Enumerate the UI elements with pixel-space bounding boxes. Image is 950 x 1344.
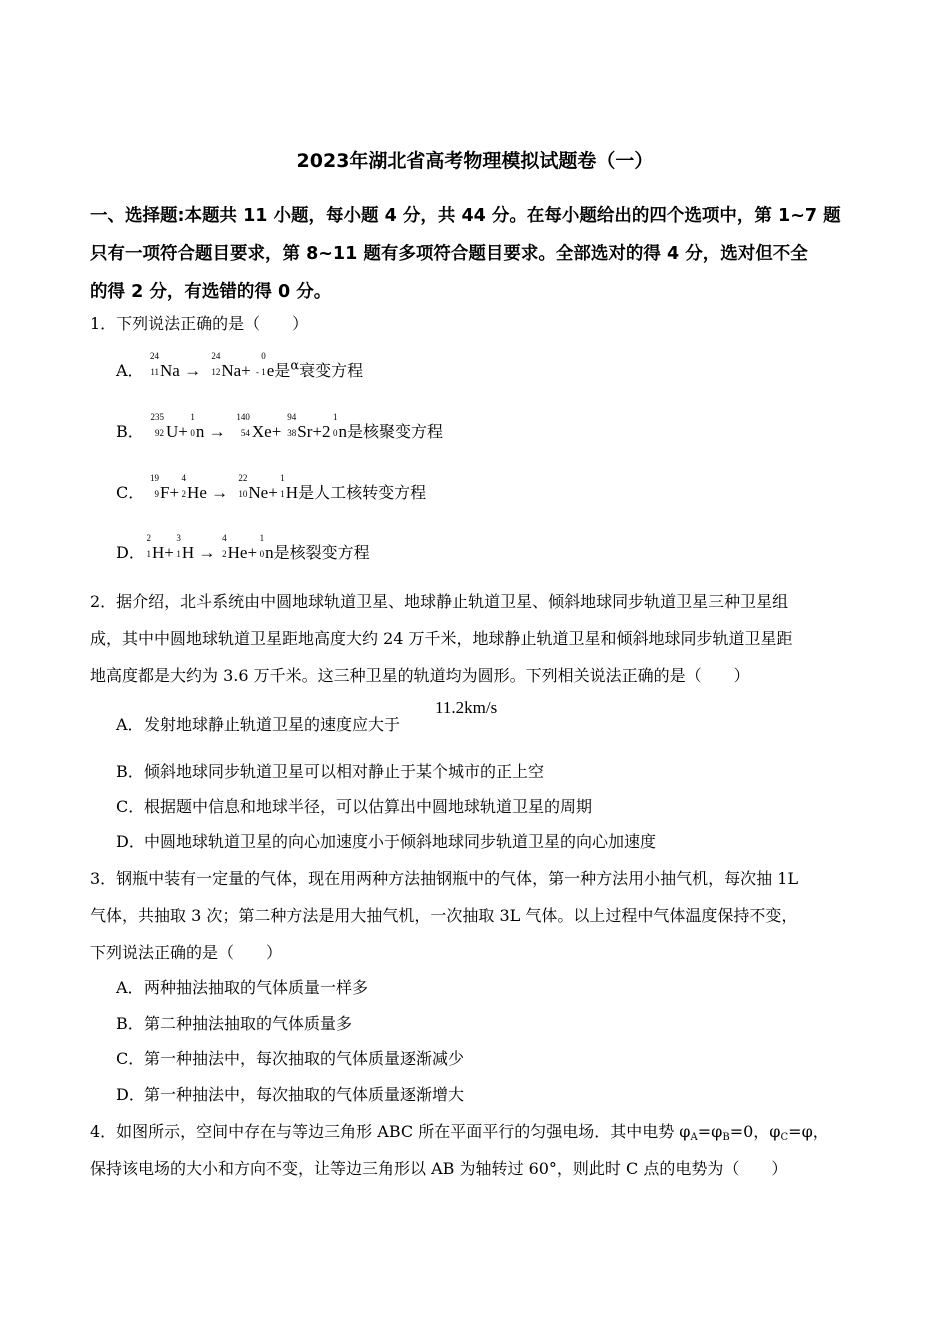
q3-stem-line-1: 3．钢瓶中装有一定量的气体，现在用两种方法抽钢瓶中的气体，第一种方法用小抽气机，每次抽 1L	[90, 869, 799, 888]
page-title: 2023年湖北省高考物理模拟试题卷（一）	[296, 150, 654, 172]
q1-option-c: C． 19 9 F+ 4 2 He → 22 10 Ne+ 1 1 H是人工核转变方程	[116, 473, 427, 502]
nuclide: 22 10 Ne+	[238, 473, 278, 502]
nuclide: 4 2 He	[181, 473, 207, 502]
q3-stem-line-3: 下列说法正确的是（ ）	[90, 943, 283, 962]
option-label: C．	[116, 797, 145, 816]
q3-stem-line-2: 气体，共抽取 3 次；第二种方法是用大抽气机，一次抽取 3L 气体。以上过程中气体温度保持不变，	[90, 906, 798, 925]
q4-stem-line-2: 保持该电场的大小和方向不变，让等边三角形以 AB 为轴转过 60°，则此时 C 点的电势为（ ）	[90, 1159, 788, 1178]
nuclear-equation: 2 1 H+ 3 1 H → 4 2 He+ 1 0 n	[144, 543, 274, 562]
nuclear-equation: 19 9 F+ 4 2 He → 22 10 Ne+ 1 1 H	[144, 483, 298, 502]
q1-stem: 1．下列说法正确的是（ ）	[90, 314, 309, 333]
q4-stem-line-1: 4．如图所示，空间中存在与等边三角形 ABC 所在平面平行的匀强电场．其中电势 $\varphi_A=\varphi_B=0$，$\varphi_C=\varphi$，	[90, 1122, 829, 1143]
nuclide: 4 2 He+	[222, 533, 258, 562]
nuclide: 19 9 F+	[150, 473, 180, 502]
option-label: B．	[116, 1014, 144, 1033]
section-line-1: 一、选择题:本题共 11 小题，每小题 4 分，共 44 分。在每小题给出的四个选项中，第 1~7 题	[90, 206, 841, 226]
option-label: A．	[116, 715, 144, 734]
section-line-3: 的得 2 分，有选错的得 0 分。	[90, 282, 332, 302]
nuclide: 1 1 H	[280, 473, 299, 502]
q2-option-d: D．中圆地球轨道卫星的向心加速度小于倾斜地球同步轨道卫星的向心加速度	[116, 829, 656, 852]
section-line-2: 只有一项符合题目要求，第 8~11 题有多项符合题目要求。全部选对的得 4 分，选对但不全	[90, 244, 808, 264]
nuclear-equation: 235 92 U+ 1 0 n → 140 54 Xe+ 94 38 Sr+2 1 0 n	[144, 422, 347, 441]
q3-option-c: C．第一种抽法中，每次抽取的气体质量逐渐减少	[116, 1046, 464, 1069]
nuclide: 235 92 U+	[150, 412, 188, 441]
q1-option-a: A． 24 11 Na → 24 12 Na+ 0 - 1 e是$^\alpha$衰变方程	[116, 351, 364, 380]
nuclide: 0 - 1 e	[256, 351, 275, 380]
nuclide: 140 54 Xe+	[236, 412, 282, 441]
q2-stem-line-2: 成，其中中圆地球轨道卫星距地高度大约 24 万千米，地球静止轨道卫星和倾斜地球同步轨道卫星距	[90, 629, 793, 648]
option-label: D．	[116, 1085, 145, 1104]
nuclide: 1 0 n	[190, 412, 205, 441]
nuclide: 2 1 H+	[146, 533, 174, 562]
q3-option-a: A．两种抽法抽取的气体质量一样多	[116, 975, 368, 998]
nuclide: 1 0 n	[333, 412, 347, 441]
option-label: D．	[116, 543, 145, 562]
option-label: A．	[116, 978, 144, 997]
nuclide: 3 1 H	[176, 533, 195, 562]
q2-stem-line-3: 地高度都是大约为 3.6 万千米。这三种卫星的轨道均为圆形。下列相关说法正确的是（ ）	[90, 666, 750, 685]
option-label: C．	[116, 483, 145, 502]
nuclide: 94 38 Sr+2	[287, 412, 331, 441]
nuclear-equation: 24 11 Na → 24 12 Na+ 0 - 1 e	[144, 361, 274, 380]
q1-option-b: B． 235 92 U+ 1 0 n → 140 54 Xe+ 94 38 Sr+2 1 0 n是核聚变方程	[116, 412, 444, 441]
q1-option-d: D． 2 1 H+ 3 1 H → 4 2 He+ 1 0 n是核裂变方程	[116, 533, 370, 562]
nuclide: 24 12 Na+	[211, 351, 251, 380]
q2-option-a: A．发射地球静止轨道卫星的速度应大于	[116, 712, 400, 735]
option-label: A．	[116, 361, 144, 380]
alpha-symbol: α	[290, 358, 300, 374]
q2-velocity-value: 11.2km/s	[435, 698, 498, 717]
option-label: B．	[116, 762, 144, 781]
q3-option-d: D．第一种抽法中，每次抽取的气体质量逐渐增大	[116, 1082, 464, 1105]
option-label: B．	[116, 422, 144, 441]
nuclide: 1 0 n	[259, 533, 274, 562]
q2-option-b: B．倾斜地球同步轨道卫星可以相对静止于某个城市的正上空	[116, 759, 544, 782]
section-instructions	[90, 197, 862, 311]
q2-option-c: C．根据题中信息和地球半径，可以估算出中圆地球轨道卫星的周期	[116, 794, 592, 817]
option-label: D．	[116, 832, 145, 851]
q2-stem-line-1: 2．据介绍，北斗系统由中圆地球轨道卫星、地球静止轨道卫星、倾斜地球同步轨道卫星三种卫星组	[90, 592, 789, 611]
nuclide: 24 11 Na	[150, 351, 180, 380]
q3-option-b: B．第二种抽法抽取的气体质量多	[116, 1011, 352, 1034]
option-label: C．	[116, 1049, 145, 1068]
